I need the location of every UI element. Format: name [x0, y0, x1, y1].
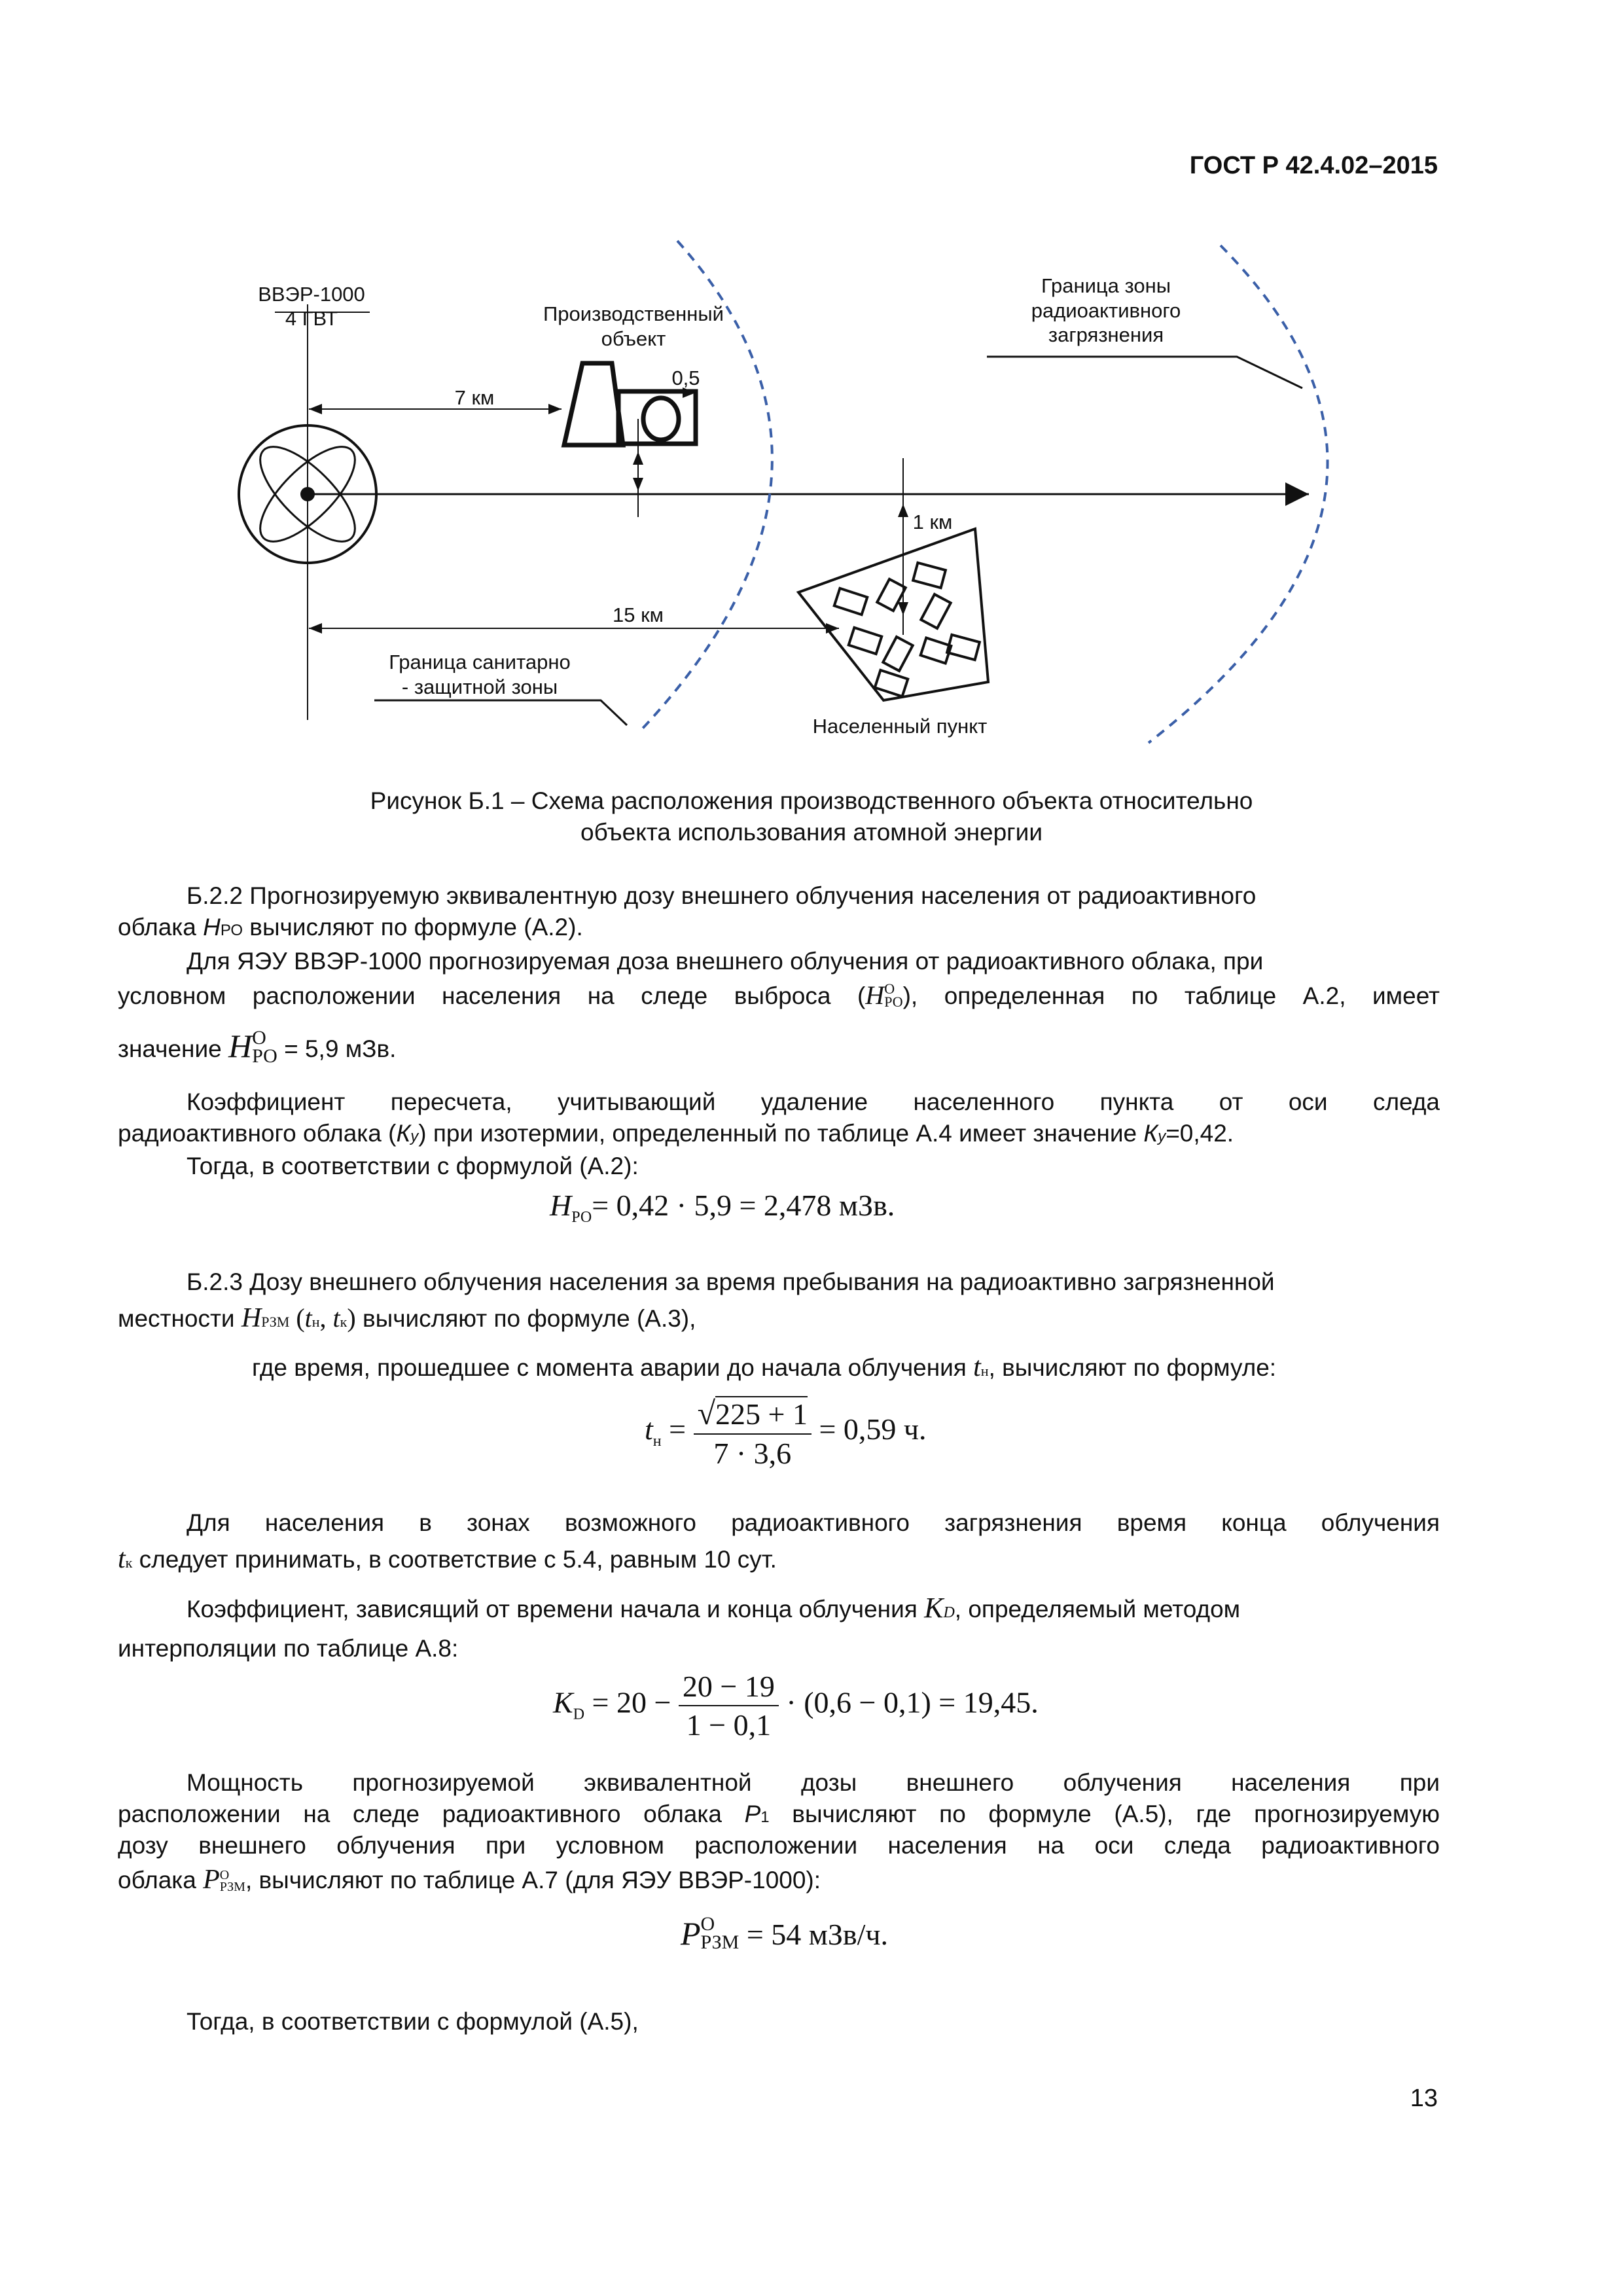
- paragraph-then-a2: Тогда, в соответствии с формулой (А.2):: [187, 1153, 639, 1179]
- sanitary-label-2: - защитной зоны: [401, 675, 558, 698]
- paragraph-p1-line2: расположении на следе радиоактивного облака P1 вычисляют по формуле (А.5), где прогнозируемую: [118, 1801, 1440, 1827]
- paragraph-then-a5: Тогда, в соответствии с формулой (А.5),: [187, 2008, 639, 2035]
- formula-kd: $K_D = 20$ − $\frac{20 - 19}{1 - 0,1}$ · (0,6 − 0,1) = 19,45.: [553, 1670, 1039, 1742]
- settlement-label: Населенный пункт: [812, 715, 988, 738]
- dist-7km-label: 7 км: [454, 386, 495, 409]
- zone-boundary-label-1: Граница зоны: [1041, 274, 1171, 297]
- paragraph-vver-dose: Для ЯЭУ ВВЭР-1000 прогнозируемая доза внешнего облучения от радиоактивного облака, при: [187, 948, 1264, 975]
- document-code: ГОСТ Р 42.4.02–2015: [1189, 152, 1438, 179]
- caption-line-2: объекта использования атомной энергии: [580, 819, 1043, 846]
- sanitary-leader: [374, 700, 627, 725]
- paragraph-p1-line3: дозу внешнего облучения при условном расположении населения на оси следа радиоактивного: [118, 1832, 1440, 1859]
- caption-line-1: Рисунок Б.1 – Схема расположения производственного объекта относительно: [370, 787, 1253, 814]
- paragraph-kd: Коэффициент, зависящий от времени начала и конца облучения KD, определяемый методом: [187, 1592, 1241, 1624]
- reactor-label-2: 4 ГВТ: [285, 307, 338, 330]
- paragraph-b22-line2: облака HРО вычисляют по формуле (А.2).: [118, 914, 583, 941]
- zone-boundary-label-2: радиоактивного: [1031, 299, 1181, 322]
- formula-tn: $t_н$ = $\frac{√225 + 1}{7 \cdot 3,6}$ = 0,59 ч.: [645, 1395, 927, 1470]
- paragraph-b23: Б.2.3 Дозу внешнего облучения населения за время пребывания на радиоактивно загрязненной: [187, 1268, 1275, 1295]
- figure-b1: [0, 0, 1623, 772]
- figure-caption: [118, 785, 1505, 848]
- paragraph-p1-line4: облака P О РЗМ , вычисляют по таблице А.7 (для ЯЭУ ВВЭР-1000):: [118, 1865, 821, 1895]
- dist-15km-label: 15 км: [613, 603, 664, 626]
- industrial-label-2: объект: [601, 327, 666, 350]
- paragraph-b22: Б.2.2 Прогнозируемую эквивалентную дозу внешнего облучения населения от радиоактивного: [187, 882, 1257, 909]
- paragraph-tk-line2: tк следует принимать, в соответствие с 5.4, равным 10 сут.: [118, 1544, 777, 1574]
- reactor-label-1: ВВЭР-1000: [258, 283, 365, 306]
- paragraph-tn: где время, прошедшее с момента аварии до начала облучения tн, вычисляют по формуле:: [252, 1352, 1277, 1382]
- paragraph-vver-dose-line2: условном расположении населения на следе выброса (H О РО ), определенная по таблице А.2, имеет: [118, 980, 1440, 1010]
- paragraph-b23-line2: местности HРЗМ (tн, tк) вычисляют по формуле (А.3),: [118, 1303, 696, 1333]
- zone-boundary-label-3: загрязнения: [1048, 323, 1164, 346]
- contamination-leader: [987, 357, 1302, 388]
- fraction-kd: $\frac{20 - 19}{1 - 0,1}$: [679, 1669, 779, 1742]
- paragraph-tk: Для населения в зонах возможного радиоактивного загрязнения время конца облучения: [187, 1509, 1440, 1536]
- settlement-icon: [798, 529, 988, 700]
- paragraph-vver-dose-line3: значение H О РО = 5,9 мЗв.: [118, 1027, 397, 1067]
- location-diagram: [0, 0, 1623, 772]
- paragraph-ky-line2: радиоактивного облака (Ку) при изотермии, определенный по таблице А.4 имеет значение Ку=0,42.: [118, 1120, 1234, 1147]
- dist-small-label: 0,5: [671, 367, 700, 389]
- formula-hpo: $H_{РО}= 0,42 \cdot 5,9 = 2,478$ мЗв.: [550, 1189, 895, 1226]
- fraction-tn: $\frac{√225 + 1}{7 \cdot 3,6}$: [694, 1394, 812, 1471]
- paragraph-kd-line2: интерполяции по таблице А.8:: [118, 1635, 459, 1662]
- dist-1km-label: 1 км: [912, 511, 953, 533]
- paragraph-p1: Мощность прогнозируемой эквивалентной дозы внешнего облучения населения при: [187, 1769, 1440, 1796]
- page-number: 13: [1410, 2085, 1438, 2112]
- sanitary-label-1: Граница санитарно: [389, 651, 571, 673]
- paragraph-ky: Коэффициент пересчета, учитывающий удаление населенного пункта от оси следа: [187, 1088, 1440, 1115]
- formula-przm: P О РЗМ = 54 мЗв/ч.: [681, 1913, 889, 1953]
- industrial-label-1: Производственный: [543, 302, 724, 325]
